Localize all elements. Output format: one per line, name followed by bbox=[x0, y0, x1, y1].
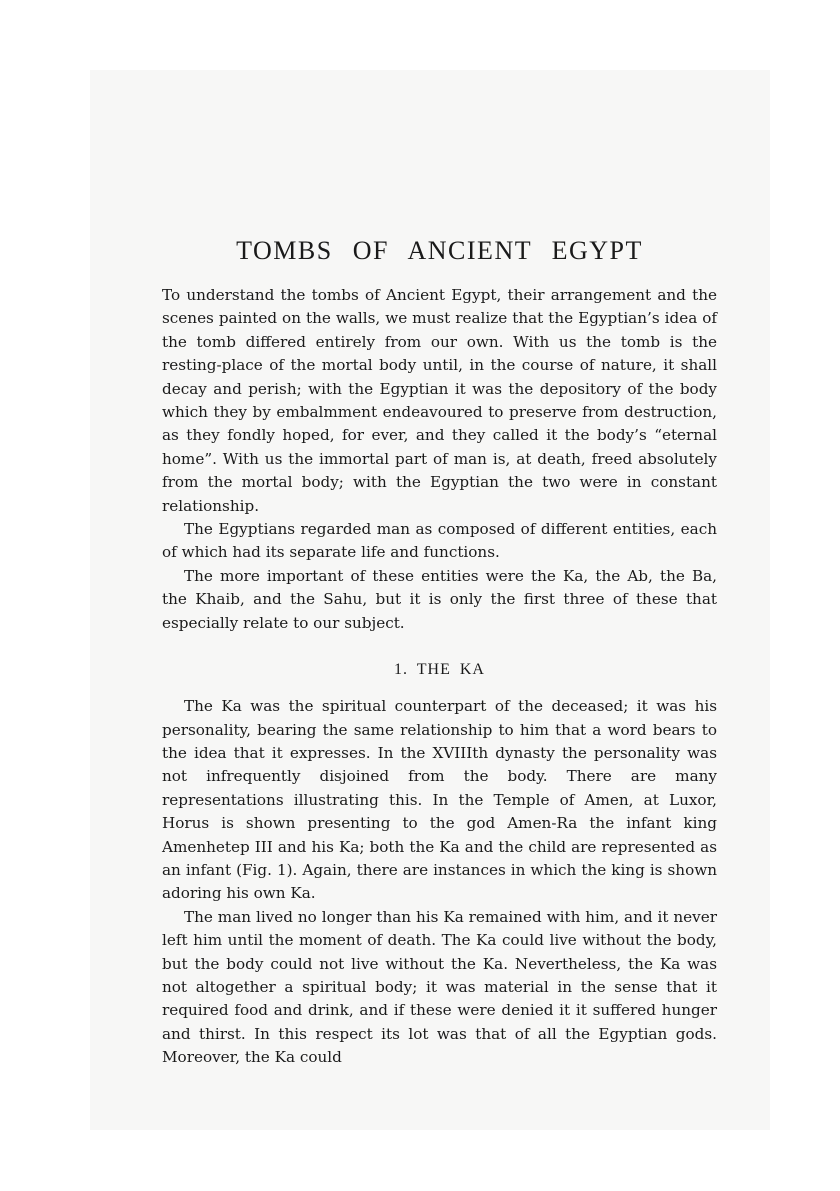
section-paragraph-2: The man lived no longer than his Ka remained with him, and it never left him until the moment of death. The Ka could live without the body, but the body could not live without the Ka. Nevertheless, the Ka was not altogether a spiritual body; it was material in the sense that it required food and drink, and if these were denied it it suffered hunger and thirst. In this respect its lot was that of all the Egyptian gods. Moreover, the Ka could bbox=[162, 907, 717, 1067]
page-content bbox=[162, 236, 717, 1070]
intro-paragraph-3: The more important of these entities were the Ka, the Ab, the Ba, the Khaib, and the Sahu, but it is only the first three of these that especially relate to our subject. bbox=[162, 566, 717, 632]
intro-paragraph-2: The Egyptians regarded man as composed of different entities, each of which had its separate life and functions. bbox=[162, 520, 717, 562]
section-heading-the-ka: 1. THE KA bbox=[394, 661, 485, 679]
intro-paragraph-1: To understand the tombs of Ancient Egypt, their arrangement and the scenes painted on the walls, we must realize that the Egyptian’s idea of the tomb differed entirely from our own. With us the tomb is the resting-place of the mortal body until, in the course of nature, it shall decay and perish; with the Egyptian it was the depository of the body which they by embalmment endeavoured to preserve from destruction, as they fondly hoped, for ever, and they called it the body’s “eternal home”. With us the immortal part of man is, at death, freed absolutely from the mortal body; with the Egyptian the two were in constant relationship. bbox=[162, 286, 717, 515]
section-paragraph-1: The Ka was the spiritual counterpart of the deceased; it was his personality, bearing the same relationship to him that a word bears to the idea that it expresses. In the XVIIIth dynasty the personality was not infrequently disjoined from the body. There are many representations illustrating this. In the Temple of Amen, at Luxor, Horus is shown presenting to the god Amen-Ra the infant king Amenhetep III and his Ka; both the Ka and the child are represented as an infant (Fig. 1). Again, there are instances in which the king is shown adoring his own Ka. bbox=[162, 697, 717, 903]
page-title: TOMBS OF ANCIENT EGYPT bbox=[236, 236, 643, 265]
